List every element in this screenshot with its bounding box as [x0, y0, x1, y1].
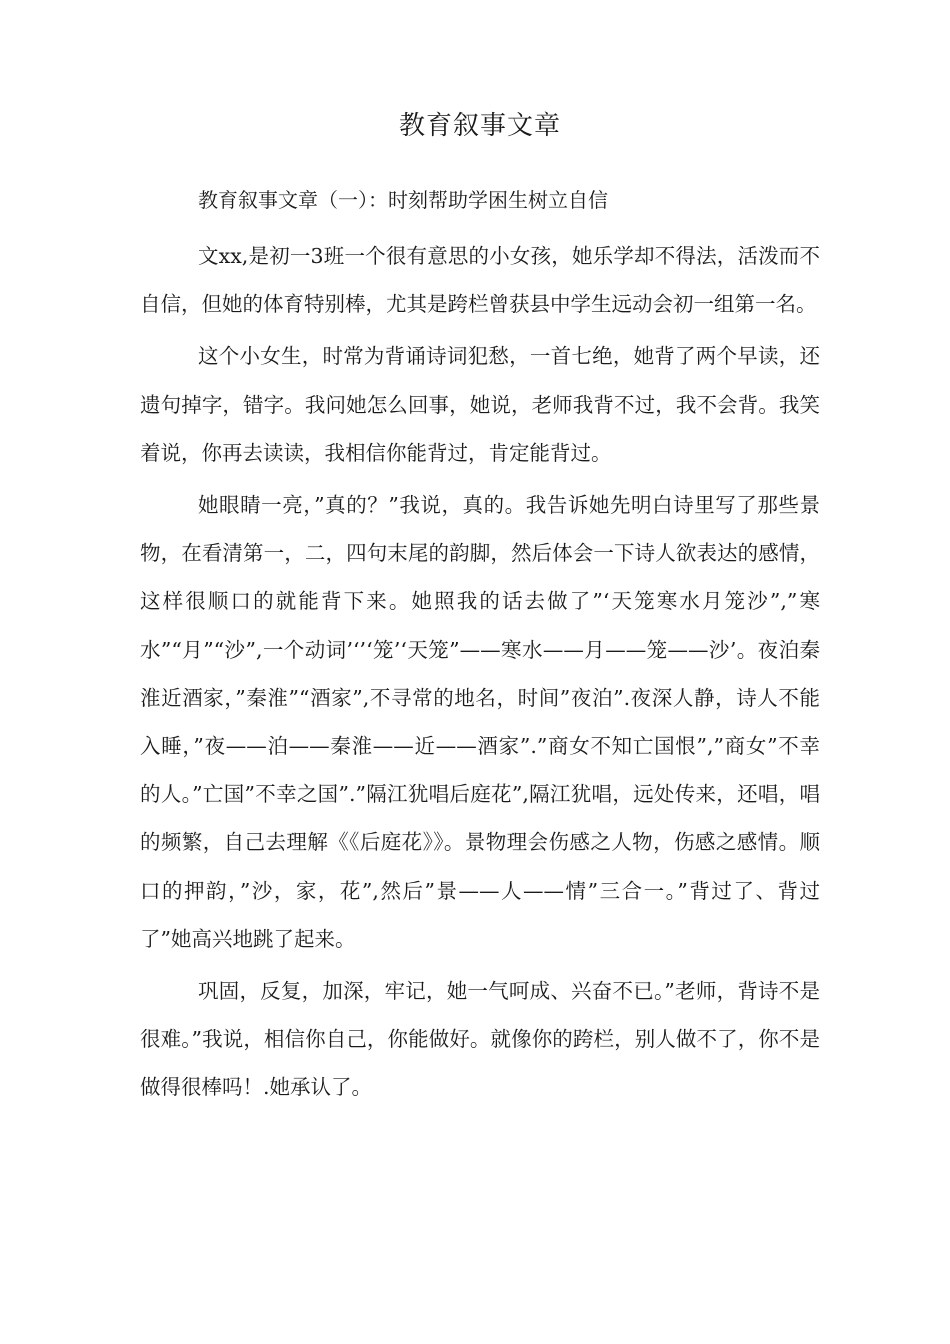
document-body [140, 232, 820, 1116]
document-subtitle: 教育叙事文章（一）：时刻帮助学困生树立自信 [198, 188, 608, 212]
paragraph: 这个小女生，时常为背诵诗词犯愁，一首七绝，她背了两个早读，还遗句掉字，错字。我问她怎么回事，她说，老师我背不过，我不会背。我笑着说，你再去读读，我相信你能背过，肯定能背过。 [140, 344, 820, 465]
paragraph: 巩固，反复，加深，牢记，她一气呵成、兴奋不已。”老师，背诗不是很难。”我说，相信你自己，你能做好。就像你的跨栏，别人做不了，你不是做得很棒吗！.她承认了。 [140, 979, 820, 1100]
document-title: 教育叙事文章 [398, 111, 561, 141]
paragraph: 文xx,是初一3班一个很有意思的小女孩，她乐学却不得法，活泼而不自信，但她的体育特别棒，尤其是跨栏曾获县中学生远动会初一组第一名。 [140, 244, 820, 317]
paragraph: 她眼睛一亮，”真的？”我说，真的。我告诉她先明白诗里写了那些景物，在看清第一，二，四句末尾的韵脚，然后体会一下诗人欲表达的感情，这样很顺口的就能背下来。她照我的话去做了”‘天笼寒水月笼沙”,”寒水”“月”“沙”,一个动词’‘’‘笼’‘天笼”——寒水——月——笼——沙’。夜泊秦淮近酒家，”秦淮”“酒家”,不寻常的地名，时间”夜泊”.夜深人静，诗人不能入睡，”夜——泊——秦淮——近——酒家”.”商女不知亡国恨”,”商女”不幸的人。”亡国”不幸之国”.”隔江犹唱后庭花”,隔江犹唱，远处传来，还唱，唱的频繁，自己去理解《《后庭花》》。景物理会伤感之人物，伤感之感情。顺口的押韵，”沙，家，花”,然后”景——人——情”三合一。”背过了、背过了”她高兴地跳了起来。 [140, 493, 820, 951]
